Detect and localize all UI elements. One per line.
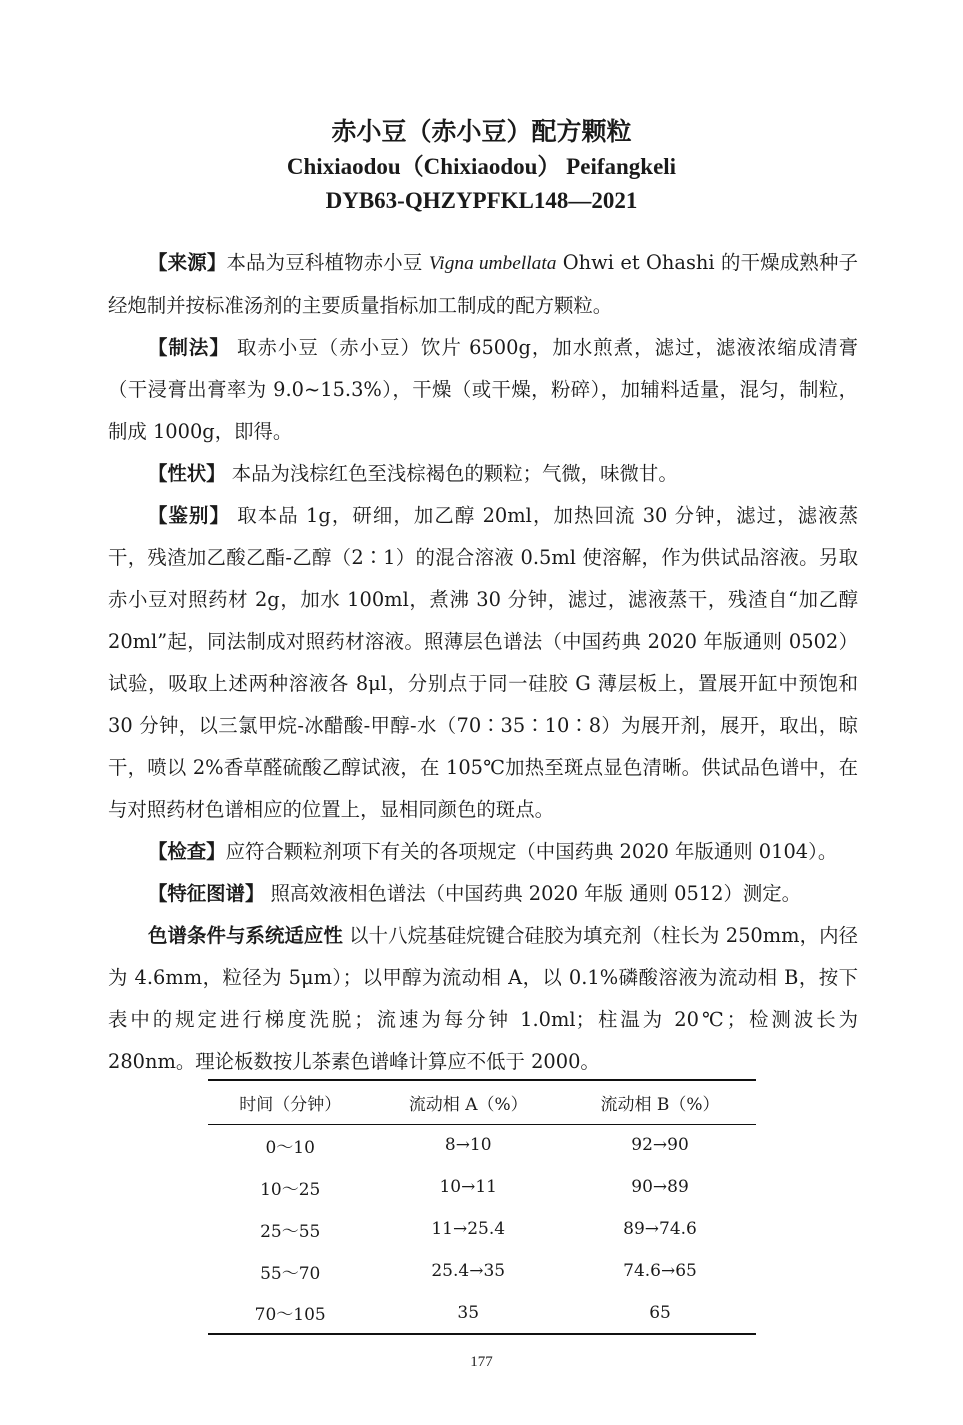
document-title: 赤小豆（赤小豆）配方颗粒: [331, 117, 632, 146]
standard-code: DYB63-QHZYPFKL148—2021: [325, 188, 638, 213]
table-row: [208, 1250, 756, 1292]
phase-b-cell: 92→90: [631, 1135, 689, 1156]
title-block: [0, 114, 963, 218]
page-number: 177: [470, 1354, 493, 1370]
preparation-paragraph: [108, 327, 858, 453]
source-paragraph: [108, 242, 858, 327]
phase-a-cell: 25.4→35: [431, 1261, 506, 1281]
phase-b-cell: 89→74.6: [623, 1219, 697, 1239]
fingerprint-text: 照高效液相色谱法（中国药典 2020 年版 通则 0512）测定。: [264, 882, 802, 905]
fingerprint-label: 【特征图谱】: [148, 882, 265, 905]
chromatography-paragraph: [108, 915, 858, 1083]
preparation-label: 【制法】: [148, 336, 230, 359]
monograph-body: [108, 242, 858, 1083]
description-paragraph: [108, 453, 858, 495]
source-text-before: 本品为豆科植物赤小豆: [226, 251, 429, 274]
inspection-paragraph: [108, 831, 858, 873]
identification-label: 【鉴别】: [148, 504, 230, 527]
identification-text: 取本品 1g，研细，加乙醇 20ml，加热回流 30 分钟，滤过，滤液蒸干，残渣加乙酸乙酯-乙醇（2∶1）的混合溶液 0.5ml 使溶解，作为供试品溶液。另取赤小豆对照药材 2g，加水 100ml，煮沸 30 分钟，滤过，滤液蒸干，残渣自“加乙醇 20ml”起，同法制成对照药材溶液。照薄层色谱法（中国药典 2020 年版通则 0502）试验，吸取上述两种溶液各 8μl，分别点于同一硅胶 G 薄层板上，置展开缸中预饱和 30 分钟，以三氯甲烷-冰醋酸-甲醇-水（70∶35∶10∶8）为展开剂，展开，取出，晾干，喷以 2%香草醛硫酸乙醇试液，在 105℃加热至斑点显色清晰。供试品色谱中，在与对照药材色谱相应的位置上，显相同颜色的斑点。: [108, 504, 858, 821]
identification-paragraph: [108, 495, 858, 831]
phase-b-cell: 65: [564, 1292, 756, 1334]
fingerprint-paragraph: [108, 873, 858, 915]
phase-a-cell: 11→25.4: [431, 1219, 506, 1239]
preparation-text: 取赤小豆（赤小豆）饮片 6500g，加水煎煮，滤过，滤液浓缩成清膏（干浸膏出膏率为 9.0~15.3%），干燥（或干燥，粉碎），加辅料适量，混匀，制粒，制成 1000g，即得。: [108, 336, 858, 443]
time-cell: 70～105: [208, 1292, 372, 1334]
inspection-text: 应符合颗粒剂项下有关的各项规定（中国药典 2020 年版通则 0104）。: [225, 840, 838, 863]
column-header-time: 时间（分钟）: [208, 1080, 372, 1124]
chromatography-label: 色谱条件与系统适应性: [148, 924, 343, 947]
phase-a-cell: 35: [372, 1292, 564, 1334]
phase-b-cell: 90→89: [631, 1177, 689, 1197]
column-header-phase-a: 流动相 A（%）: [372, 1080, 564, 1124]
phase-a-cell: 8→10: [444, 1135, 492, 1156]
gradient-table: [208, 1079, 756, 1335]
latin-name: Vigna umbellata: [428, 253, 557, 274]
table-header-row: [208, 1080, 756, 1124]
source-label: 【来源】: [148, 251, 227, 274]
time-cell: 55～70: [260, 1263, 321, 1284]
time-cell: 10～25: [260, 1179, 321, 1200]
table-row: [208, 1208, 756, 1250]
description-label: 【性状】: [148, 462, 226, 485]
table-row: [208, 1124, 756, 1166]
column-header-phase-b: 流动相 B（%）: [564, 1080, 756, 1124]
source-text-after: Ohwi et Ohashi 的干燥成熟种子经炮制并按标准汤剂的主要质量指标加工制成的配方颗粒。: [108, 251, 859, 317]
phase-b-cell: 74.6→65: [623, 1261, 697, 1281]
table-row: [208, 1166, 756, 1208]
chromatography-text: 以十八烷基硅烷键合硅胶为填充剂（柱长为 250mm，内径为 4.6mm，粒径为 5μm）；以甲醇为流动相 A，以 0.1%磷酸溶液为流动相 B，按下表中的规定进行梯度洗脱；流速为每分钟 1.0ml；柱温为 20℃；检测波长为 280nm。理论板数按儿茶素色谱峰计算应不低于 2000。: [108, 924, 858, 1073]
description-text: 本品为浅棕红色至浅棕褐色的颗粒；气微，味微甘。: [225, 462, 678, 485]
phase-a-cell: 10→11: [439, 1177, 497, 1197]
time-cell: 25～55: [260, 1221, 321, 1242]
document-title-pinyin: Chixiaodou（Chixiaodou） Peifangkeli: [286, 154, 677, 179]
inspection-label: 【检查】: [148, 840, 226, 863]
time-cell: 0～10: [265, 1137, 315, 1158]
table-row: [208, 1292, 756, 1334]
